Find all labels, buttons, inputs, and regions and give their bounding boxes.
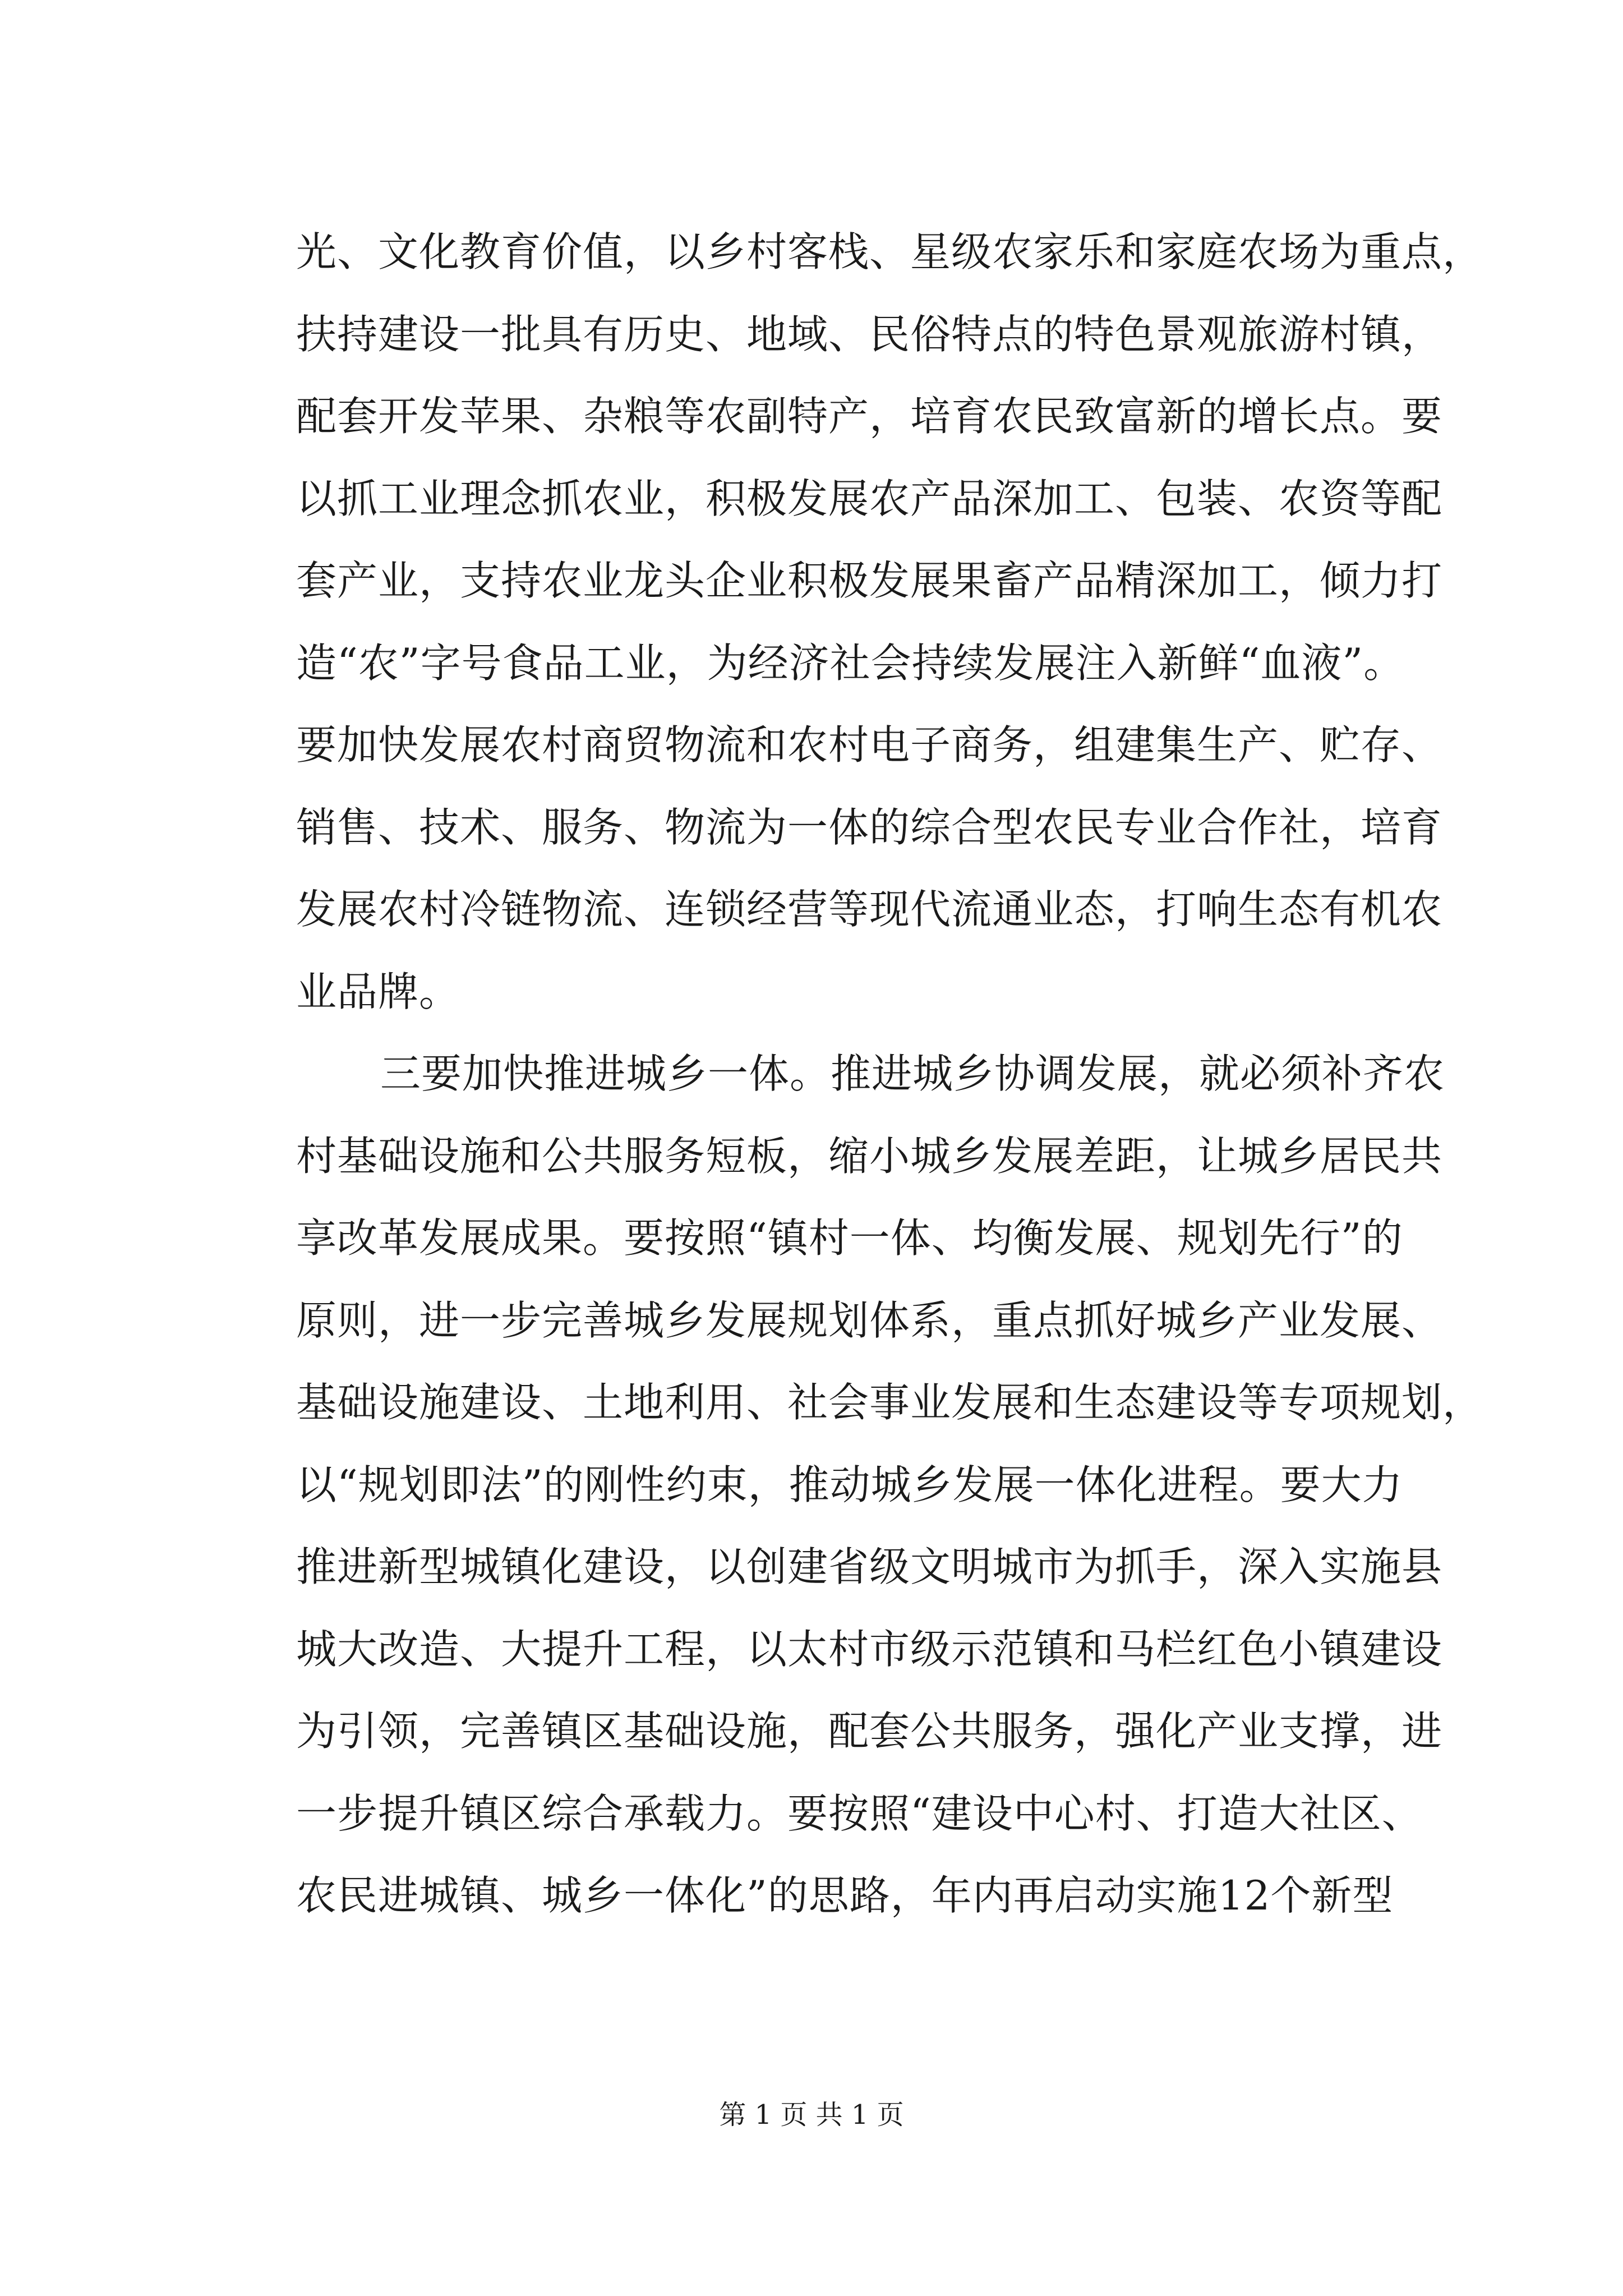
text-line: 村基础设施和公共服务短板，缩小城乡发展差距，让城乡居民共	[296, 1132, 1443, 1180]
text-line: 扶持建设一批具有历史、地域、民俗特点的特色景观旅游村镇，	[296, 310, 1443, 358]
text-line: 要加快发展农村商贸物流和农村电子商务，组建集生产、贮存、	[296, 721, 1443, 769]
text-line: 推进新型城镇化建设，以创建省级文明城市为抓手，深入实施县	[296, 1543, 1443, 1590]
text-line: 配套开发苹果、杂粮等农副特产，培育农民致富新的增长点。要	[296, 393, 1443, 440]
text-line: 为引领，完善镇区基础设施，配套公共服务，强化产业支撑，进	[296, 1708, 1443, 1755]
text-line: 造“农”字号食品工业，为经济社会持续发展注入新鲜“血液”。	[296, 639, 1405, 687]
text-line: 基础设施建设、土地利用、社会事业发展和生态建设等专项规划，	[296, 1379, 1484, 1426]
text-line: 发展农村冷链物流、连锁经营等现代流通业态，打响生态有机农	[296, 886, 1443, 933]
text-line: 以抓工业理念抓农业，积极发展农产品深加工、包装、农资等配	[296, 475, 1443, 522]
text-line: 以“规划即法”的刚性约束，推动城乡发展一体化进程。要大力	[296, 1461, 1403, 1508]
text-line: 享改革发展成果。要按照“镇村一体、均衡发展、规划先行”的	[296, 1214, 1403, 1262]
text-line: 城大改造、大提升工程，以太村市级示范镇和马栏红色小镇建设	[296, 1625, 1443, 1673]
body-text	[296, 211, 1484, 1937]
text-line: 原则，进一步完善城乡发展规划体系，重点抓好城乡产业发展、	[296, 1296, 1443, 1344]
text-line: 业品牌。	[296, 968, 460, 1015]
text-line: 销售、技术、服务、物流为一体的综合型农民专业合作社，培育	[296, 803, 1443, 851]
text-line: 一步提升镇区综合承载力。要按照“建设中心村、打造大社区、	[296, 1789, 1423, 1837]
text-line: 套产业，支持农业龙头企业积极发展果畜产品精深加工，倾力打	[296, 557, 1443, 604]
page-number-footer: 第 1 页 共 1 页	[719, 2099, 904, 2131]
paragraph-start-line: 三要加快推进城乡一体。推进城乡协调发展，就必须补齐农	[380, 1050, 1445, 1097]
text-line: 光、文化教育价值，以乡村客栈、星级农家乐和家庭农场为重点，	[296, 228, 1484, 275]
text-line: 农民进城镇、城乡一体化”的思路，年内再启动实施12个新型	[296, 1872, 1394, 1919]
